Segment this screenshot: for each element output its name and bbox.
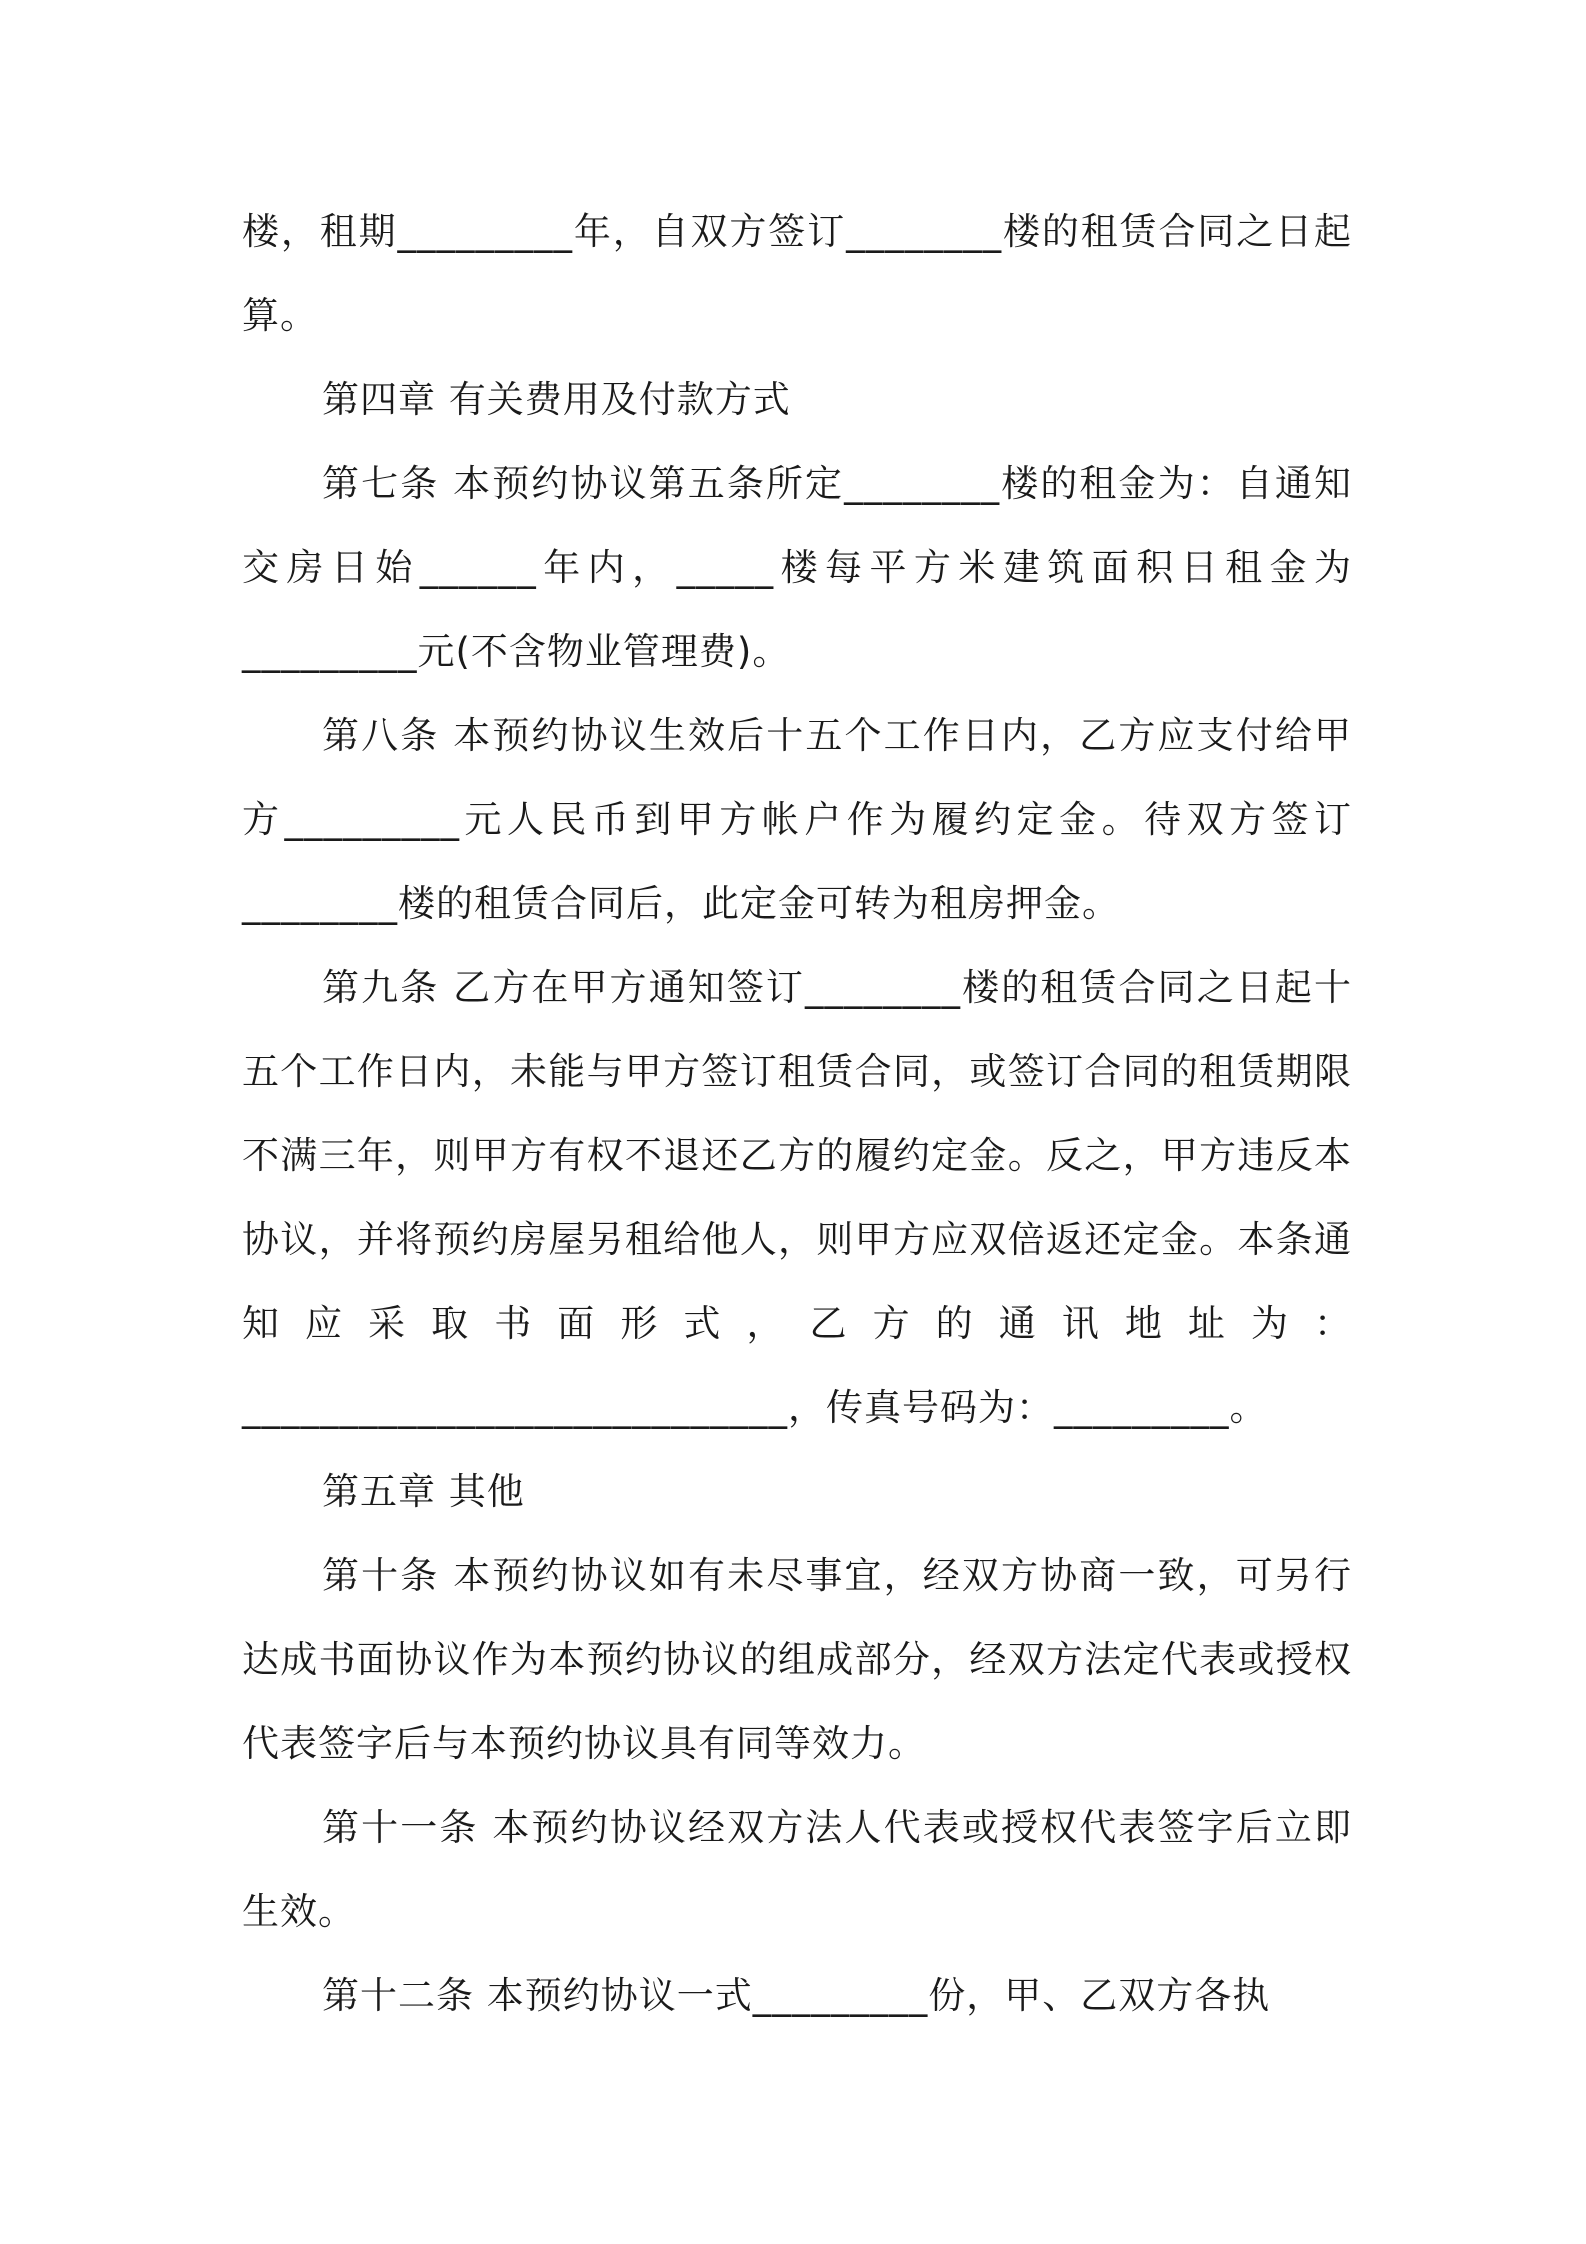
article-11: 第十一条 本预约协议经双方法人代表或授权代表签字后立即生效。 (242, 1806, 1352, 1933)
chapter-heading-4: 第四章 有关费用及付款方式 (322, 378, 791, 421)
article-7: 第七条 本预约协议第五条所定________楼的租金为：自通知交房日始______年内，_____楼每平方米建筑面积日租金为_________元(不含物业管理费)。 (242, 462, 1352, 673)
article-12: 第十二条 本预约协议一式_________份，甲、乙双方各执 (322, 1974, 1271, 2017)
chapter-heading-5: 第五章 其他 (322, 1470, 525, 1513)
article-8: 第八条 本预约协议生效后十五个工作日内，乙方应支付给甲方_________元人民币到甲方帐户作为履约定金。待双方签订________楼的租赁合同后，此定金可转为租房押金。 (242, 714, 1352, 925)
paragraph-continuation: 楼，租期_________年，自双方签订________楼的租赁合同之日起算。 (242, 210, 1352, 337)
article-9: 第九条 乙方在甲方通知签订________楼的租赁合同之日起十五个工作日内，未能与甲方签订租赁合同，或签订合同的租赁期限不满三年，则甲方有权不退还乙方的履约定金。反之，甲方违反本协议，并将预约房屋另租给他人，则甲方应双倍返还定金。本条通知应采取书面形式，乙方的通讯地址为：____________________________，传真号码为：_________。 (242, 966, 1352, 1429)
document-body (242, 190, 1352, 2038)
article-10: 第十条 本预约协议如有未尽事宜，经双方协商一致，可另行达成书面协议作为本预约协议的组成部分，经双方法定代表或授权代表签字后与本预约协议具有同等效力。 (242, 1554, 1352, 1765)
